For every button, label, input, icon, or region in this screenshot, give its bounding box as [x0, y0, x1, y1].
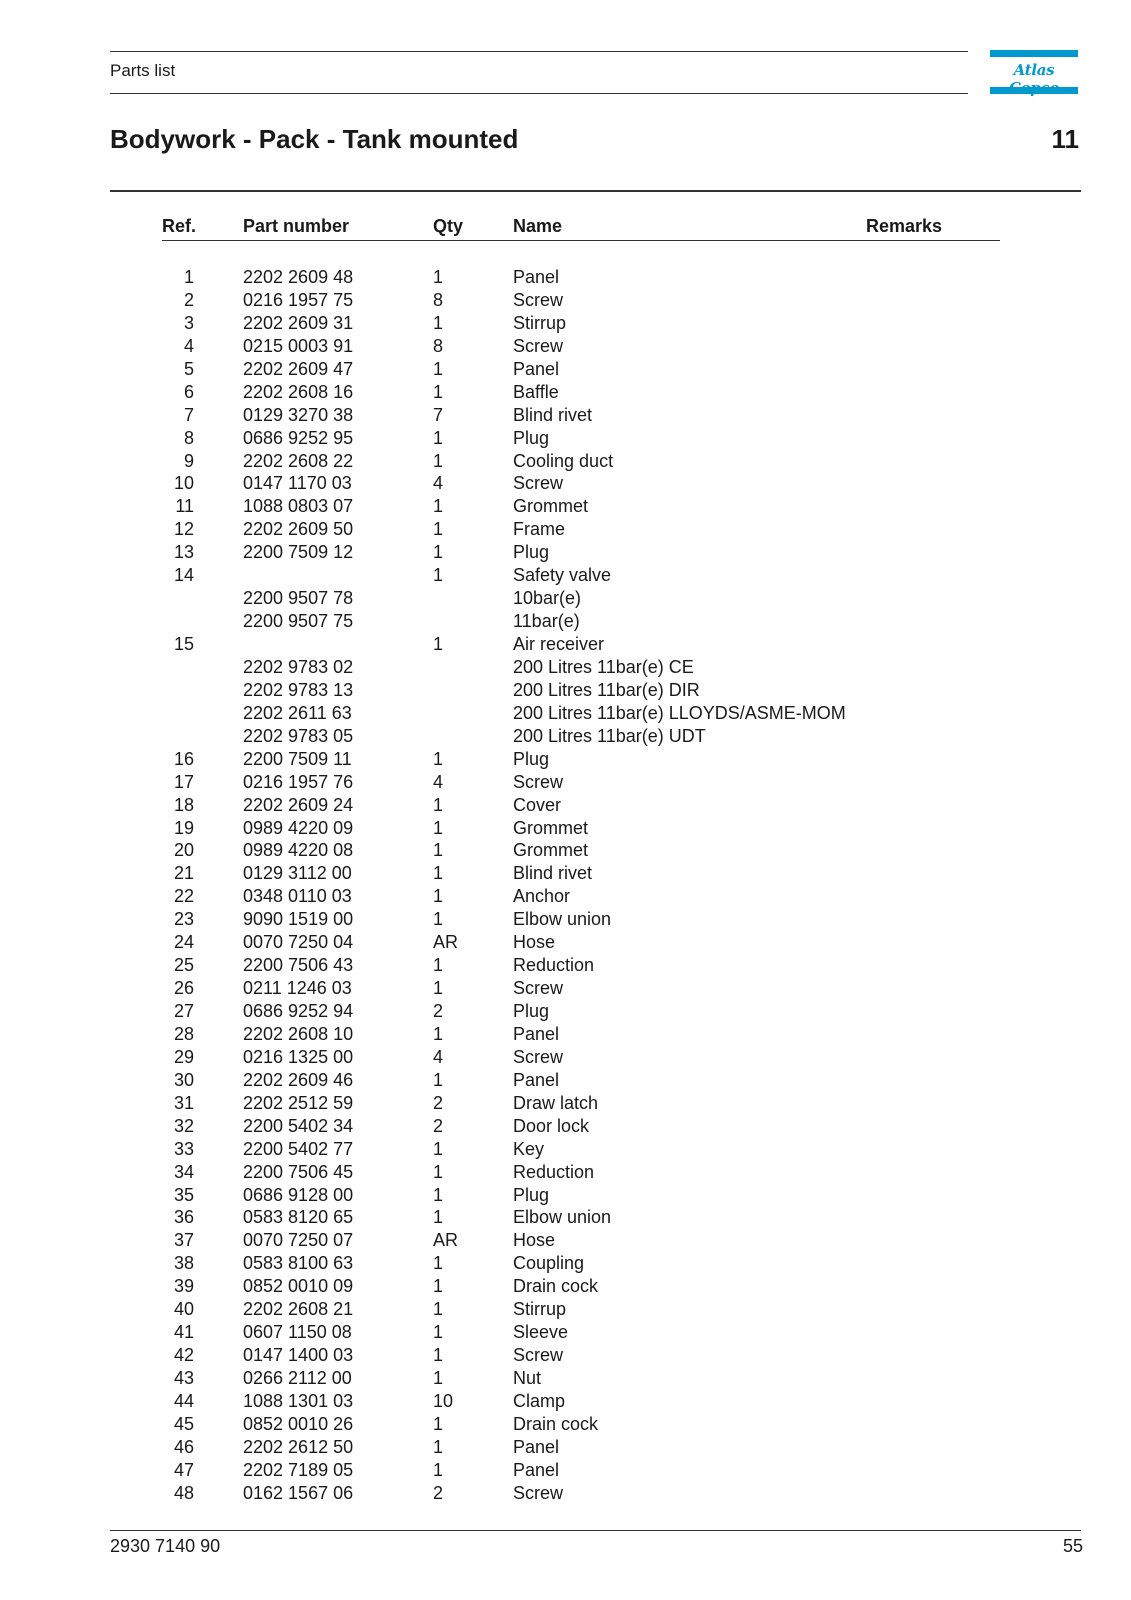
column-header-name: Name: [513, 216, 563, 236]
cell-part-number: 2200 9507 75: [243, 611, 354, 632]
cell-name: Panel: [513, 1023, 560, 1044]
cell-ref: 11: [175, 496, 194, 517]
cell-name: Grommet: [513, 817, 589, 838]
footer-rule: [110, 1530, 1081, 1531]
table-row: [0, 450, 1131, 473]
table-row: [0, 541, 1131, 564]
cell-ref: 18: [173, 794, 194, 815]
table-row: [0, 1482, 1131, 1505]
table-row: [0, 1206, 1131, 1229]
table-row: [0, 977, 1131, 1000]
cell-name: Panel: [513, 267, 560, 287]
table-row: [0, 656, 1131, 679]
cell-ref: 10: [173, 473, 194, 494]
parts-table: [0, 266, 1131, 1505]
cell-part-number: 2202 2608 21: [243, 1299, 354, 1320]
cell-part-number: 2202 9783 02: [243, 656, 354, 677]
cell-name: 200 Litres 11bar(e) UDT: [513, 725, 706, 746]
cell-ref: 3: [183, 312, 194, 333]
cell-ref: 31: [173, 1092, 194, 1113]
cell-name: Screw: [513, 1046, 564, 1067]
cell-qty: 10: [433, 1390, 454, 1411]
cell-name: Grommet: [513, 496, 589, 517]
cell-ref: 9: [183, 450, 194, 471]
header-top-rule: [110, 51, 968, 52]
footer-document-number: 2930 7140 90: [110, 1536, 221, 1556]
cell-qty: 1: [433, 312, 444, 333]
brand-logo-text: Atlas: [1013, 61, 1055, 79]
cell-part-number: 0989 4220 08: [243, 840, 354, 861]
cell-ref: 38: [173, 1253, 194, 1274]
cell-qty: 1: [433, 381, 444, 402]
cell-part-number: 0583 8100 63: [243, 1253, 354, 1274]
table-row: [0, 289, 1131, 312]
cell-name: Safety valve: [513, 565, 612, 586]
cell-name: Blind rivet: [513, 863, 593, 884]
table-row: [0, 358, 1131, 381]
cell-part-number: 2200 5402 34: [243, 1115, 354, 1136]
cell-name: Elbow union: [513, 909, 612, 930]
table-row: [0, 1229, 1131, 1252]
cell-ref: 33: [173, 1138, 194, 1159]
cell-qty: 1: [433, 863, 444, 884]
table-row: [0, 1023, 1131, 1046]
cell-qty: 1: [433, 1436, 444, 1457]
cell-qty: 1: [433, 542, 444, 563]
cell-qty: 1: [433, 634, 444, 654]
cell-qty: 1: [433, 1069, 444, 1090]
cell-ref: 42: [173, 1345, 194, 1366]
title-rule: [110, 190, 1081, 192]
cell-qty: 1: [433, 519, 444, 540]
cell-qty: 2: [433, 1092, 444, 1113]
cell-name: Plug: [513, 542, 550, 563]
cell-qty: 1: [433, 1023, 444, 1044]
cell-part-number: 2202 2612 50: [243, 1436, 354, 1457]
cell-ref: 43: [173, 1368, 194, 1388]
cell-name: Reduction: [513, 955, 595, 976]
table-row: [0, 1252, 1131, 1275]
cell-ref: 8: [183, 427, 194, 448]
cell-name: Door lock: [513, 1115, 590, 1136]
table-row: [0, 1184, 1131, 1207]
cell-ref: 34: [173, 1161, 194, 1182]
cell-ref: 37: [173, 1230, 194, 1251]
cell-qty: 1: [433, 748, 444, 769]
cell-part-number: 0211 1246 03: [243, 978, 352, 999]
brand-logo: [990, 50, 1078, 94]
table-row: [0, 1115, 1131, 1138]
cell-ref: 1: [183, 267, 194, 287]
cell-part-number: 0686 9128 00: [243, 1184, 354, 1205]
cell-ref: 23: [173, 909, 194, 930]
table-row: [0, 587, 1131, 610]
cell-ref: 45: [173, 1413, 194, 1434]
table-row: [0, 1275, 1131, 1298]
cell-qty: 1: [433, 496, 444, 517]
cell-ref: 27: [173, 1001, 194, 1021]
cell-part-number: 2202 2609 24: [243, 794, 354, 815]
cell-name: 11bar(e): [513, 611, 580, 632]
table-row: [0, 1161, 1131, 1184]
cell-name: Drain cock: [513, 1276, 599, 1297]
cell-name: Cooling duct: [513, 450, 614, 471]
table-row: [0, 472, 1131, 495]
cell-ref: 40: [173, 1299, 194, 1320]
cell-ref: 21: [173, 863, 194, 884]
cell-name: Plug: [513, 748, 550, 769]
cell-qty: 8: [433, 335, 444, 356]
cell-part-number: 0607 1150 08: [243, 1322, 352, 1343]
cell-ref: 16: [173, 748, 194, 769]
cell-part-number: 0348 0110 03: [243, 886, 352, 907]
table-row: [0, 427, 1131, 450]
cell-part-number: 2200 5402 77: [243, 1138, 354, 1159]
cell-part-number: 0147 1170 03: [243, 473, 352, 494]
section-number: 11: [1051, 124, 1079, 154]
cell-name: Screw: [513, 1345, 564, 1366]
cell-name: Reduction: [513, 1161, 595, 1182]
cell-name: Draw latch: [513, 1092, 599, 1113]
cell-part-number: 0162 1567 06: [243, 1482, 354, 1503]
cell-name: Stirrup: [513, 1299, 567, 1320]
cell-part-number: 2202 2608 22: [243, 450, 354, 471]
cell-qty: 1: [433, 267, 444, 287]
cell-part-number: 2202 2609 48: [243, 267, 354, 287]
cell-ref: 41: [173, 1322, 194, 1343]
cell-qty: 1: [433, 1161, 444, 1182]
cell-name: Grommet: [513, 840, 589, 861]
cell-name: Screw: [513, 473, 564, 494]
cell-part-number: 0266 2112 00: [243, 1368, 352, 1388]
cell-qty: 1: [433, 427, 444, 448]
cell-name: Panel: [513, 1459, 560, 1480]
column-header-qty: Qty: [433, 216, 464, 236]
cell-name: Plug: [513, 1184, 550, 1205]
cell-ref: 24: [173, 932, 194, 953]
table-row: [0, 1436, 1131, 1459]
cell-qty: 1: [433, 1345, 444, 1366]
cell-part-number: 0216 1957 75: [243, 289, 354, 310]
cell-ref: 36: [173, 1207, 194, 1228]
cell-qty: 4: [433, 473, 444, 494]
cell-qty: 1: [433, 1138, 444, 1159]
table-row: [0, 771, 1131, 794]
cell-ref: 48: [173, 1482, 194, 1503]
table-row: [0, 1459, 1131, 1482]
table-row: [0, 495, 1131, 518]
cell-ref: 2: [183, 289, 194, 310]
column-header-remarks: Remarks: [866, 216, 943, 236]
cell-name: Panel: [513, 358, 560, 379]
cell-part-number: 0129 3112 00: [243, 863, 352, 884]
cell-qty: 1: [433, 840, 444, 861]
cell-ref: 19: [173, 817, 194, 838]
cell-part-number: 2200 7506 43: [243, 955, 354, 976]
cell-qty: 1: [433, 1322, 444, 1343]
cell-qty: 4: [433, 771, 444, 792]
cell-part-number: 0852 0010 09: [243, 1276, 354, 1297]
cell-qty: 1: [433, 1184, 444, 1205]
cell-name: Sleeve: [513, 1322, 569, 1343]
cell-qty: 1: [433, 794, 444, 815]
cell-qty: 1: [433, 1413, 444, 1434]
cell-qty: 1: [433, 1276, 444, 1297]
table-row: [0, 725, 1131, 748]
table-row: [0, 266, 1131, 289]
table-row: [0, 312, 1131, 335]
table-row: [0, 839, 1131, 862]
cell-part-number: 2200 7506 45: [243, 1161, 354, 1182]
cell-name: Coupling: [513, 1253, 585, 1274]
cell-part-number: 0686 9252 95: [243, 427, 354, 448]
header-label: Parts list: [110, 61, 176, 80]
cell-name: Anchor: [513, 886, 571, 907]
cell-qty: 1: [433, 955, 444, 976]
cell-ref: 14: [173, 565, 194, 586]
cell-name: Screw: [513, 289, 564, 310]
cell-part-number: 0989 4220 09: [243, 817, 354, 838]
cell-part-number: 0216 1957 76: [243, 771, 354, 792]
cell-ref: 13: [173, 542, 194, 563]
cell-name: Hose: [513, 1230, 556, 1251]
cell-qty: 1: [433, 909, 444, 930]
cell-name: Cover: [513, 794, 562, 815]
table-row: [0, 908, 1131, 931]
cell-qty: 1: [433, 1253, 444, 1274]
cell-part-number: 0216 1325 00: [243, 1046, 354, 1067]
header-bottom-rule: [110, 93, 968, 94]
cell-qty: 1: [433, 1368, 444, 1388]
table-row: [0, 335, 1131, 358]
table-row: [0, 817, 1131, 840]
cell-ref: 6: [183, 381, 194, 402]
cell-part-number: 1088 1301 03: [243, 1390, 354, 1411]
cell-qty: 7: [433, 404, 444, 425]
cell-qty: AR: [433, 1230, 459, 1251]
cell-ref: 35: [173, 1184, 194, 1205]
table-row: [0, 1069, 1131, 1092]
cell-name: Screw: [513, 335, 564, 356]
cell-qty: 1: [433, 1207, 444, 1228]
cell-part-number: 0215 0003 91: [243, 335, 354, 356]
cell-ref: 25: [173, 955, 194, 976]
cell-name: Hose: [513, 932, 556, 953]
cell-ref: 7: [183, 404, 194, 425]
cell-name: Screw: [513, 1482, 564, 1503]
table-row: [0, 1321, 1131, 1344]
cell-part-number: 2202 9783 05: [243, 725, 354, 746]
cell-ref: 26: [173, 978, 194, 999]
cell-name: Air receiver: [513, 634, 605, 654]
cell-part-number: 1088 0803 07: [243, 496, 354, 517]
cell-name: Panel: [513, 1069, 560, 1090]
table-row: [0, 1298, 1131, 1321]
cell-part-number: 2200 7509 12: [243, 542, 354, 563]
cell-ref: 5: [183, 358, 194, 379]
table-row: [0, 564, 1131, 587]
cell-qty: 4: [433, 1046, 444, 1067]
cell-qty: 8: [433, 289, 444, 310]
cell-name: Panel: [513, 1436, 560, 1457]
table-row: [0, 404, 1131, 427]
table-row: [0, 1046, 1131, 1069]
table-row: [0, 1413, 1131, 1436]
cell-part-number: 2202 2512 59: [243, 1092, 354, 1113]
table-row: [0, 679, 1131, 702]
cell-ref: 29: [173, 1046, 194, 1067]
cell-name: Frame: [513, 519, 566, 540]
cell-qty: AR: [433, 932, 459, 953]
cell-part-number: 2202 9783 13: [243, 679, 354, 700]
cell-ref: 22: [173, 886, 194, 907]
cell-qty: 1: [433, 1459, 444, 1480]
table-header-rule: [162, 240, 1000, 241]
cell-name: Clamp: [513, 1390, 566, 1411]
cell-part-number: 2202 2611 63: [243, 702, 352, 723]
table-row: [0, 1092, 1131, 1115]
cell-part-number: 2202 2609 31: [243, 312, 354, 333]
cell-qty: 1: [433, 565, 444, 586]
footer-page-number: 55: [1062, 1536, 1083, 1556]
table-row: [0, 381, 1131, 404]
cell-ref: 15: [173, 634, 194, 654]
cell-part-number: 0129 3270 38: [243, 404, 354, 425]
table-row: [0, 885, 1131, 908]
table-row: [0, 954, 1131, 977]
cell-part-number: 0147 1400 03: [243, 1345, 354, 1366]
cell-qty: 2: [433, 1001, 444, 1021]
cell-ref: 32: [173, 1115, 194, 1136]
cell-name: Baffle: [513, 381, 559, 402]
cell-part-number: 2202 7189 05: [243, 1459, 354, 1480]
cell-ref: 44: [173, 1390, 194, 1411]
cell-part-number: 0583 8120 65: [243, 1207, 354, 1228]
cell-qty: 1: [433, 886, 444, 907]
cell-part-number: 2202 2609 47: [243, 358, 354, 379]
cell-name: Stirrup: [513, 312, 567, 333]
cell-part-number: 2202 2608 16: [243, 381, 354, 402]
table-row: [0, 518, 1131, 541]
cell-ref: 47: [173, 1459, 194, 1480]
table-row: [0, 1367, 1131, 1390]
table-row: [0, 610, 1131, 633]
table-row: [0, 931, 1131, 954]
cell-name: Screw: [513, 978, 564, 999]
cell-name: Screw: [513, 771, 564, 792]
cell-name: Nut: [513, 1368, 542, 1388]
cell-name: Plug: [513, 427, 550, 448]
cell-part-number: 0070 7250 07: [243, 1230, 354, 1251]
cell-part-number: 0686 9252 94: [243, 1001, 354, 1021]
cell-qty: 1: [433, 450, 444, 471]
table-row: [0, 1390, 1131, 1413]
table-row: [0, 748, 1131, 771]
cell-qty: 1: [433, 817, 444, 838]
table-row: [0, 794, 1131, 817]
cell-part-number: 2200 9507 78: [243, 588, 354, 609]
cell-part-number: 0852 0010 26: [243, 1413, 354, 1434]
table-row: [0, 633, 1131, 656]
cell-ref: 30: [173, 1069, 194, 1090]
cell-part-number: 2200 7509 11: [243, 748, 352, 769]
table-row: [0, 1000, 1131, 1023]
cell-ref: 17: [173, 771, 194, 792]
cell-qty: 2: [433, 1482, 444, 1503]
cell-ref: 4: [183, 335, 194, 356]
cell-ref: 12: [173, 519, 194, 540]
cell-part-number: 2202 2609 46: [243, 1069, 354, 1090]
table-row: [0, 1138, 1131, 1161]
cell-name: Blind rivet: [513, 404, 593, 425]
cell-name: Elbow union: [513, 1207, 612, 1228]
cell-ref: 46: [173, 1436, 194, 1457]
page-title: Bodywork - Pack - Tank mounted: [110, 124, 519, 154]
cell-ref: 20: [173, 840, 194, 861]
table-row: [0, 1344, 1131, 1367]
cell-qty: 2: [433, 1115, 444, 1136]
cell-part-number: 2202 2609 50: [243, 519, 354, 540]
column-header-ref: Ref.: [162, 216, 197, 236]
cell-qty: 1: [433, 978, 444, 999]
cell-name: Key: [513, 1138, 545, 1159]
cell-name: 200 Litres 11bar(e) LLOYDS/ASME-MOM: [513, 702, 846, 723]
cell-part-number: 9090 1519 00: [243, 909, 354, 930]
cell-name: 200 Litres 11bar(e) CE: [513, 656, 694, 677]
table-row: [0, 702, 1131, 725]
cell-ref: 39: [173, 1276, 194, 1297]
cell-ref: 28: [173, 1023, 194, 1044]
cell-qty: 1: [433, 358, 444, 379]
cell-qty: 1: [433, 1299, 444, 1320]
table-row: [0, 862, 1131, 885]
cell-part-number: 2202 2608 10: [243, 1023, 354, 1044]
cell-name: 200 Litres 11bar(e) DIR: [513, 679, 700, 700]
column-header-part-number: Part number: [243, 216, 350, 236]
cell-part-number: 0070 7250 04: [243, 932, 354, 953]
cell-name: Plug: [513, 1001, 550, 1021]
cell-name: 10bar(e): [513, 588, 582, 609]
cell-name: Drain cock: [513, 1413, 599, 1434]
